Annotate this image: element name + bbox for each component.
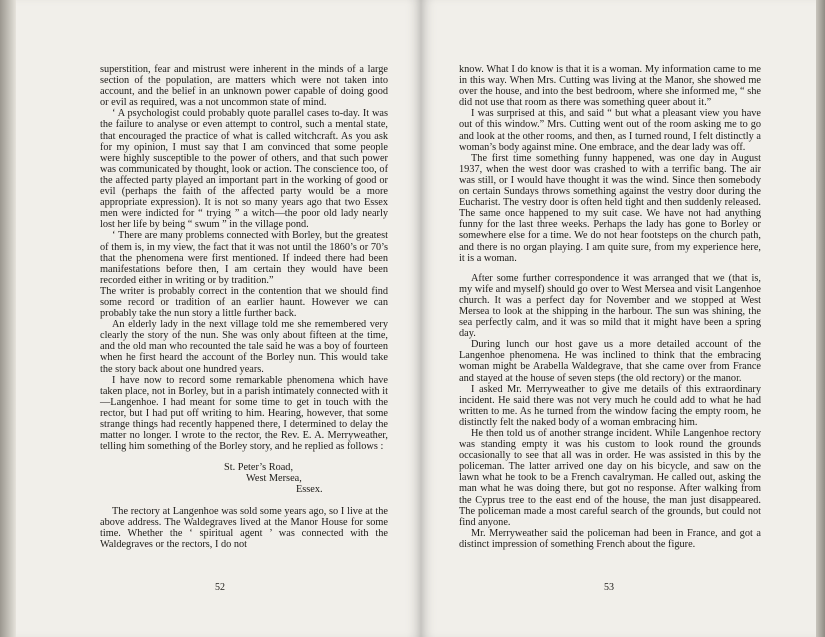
left-page-text	[100, 64, 388, 550]
paragraph: The first time something funny happened, was one day in August 1937, when the west door was crashed to with a terrific bang. The air was still, or I would have thought it was the wind. Since then somebody on certain Sundays throws something against the vestry door during the Eucharist. The vestry door is often held tight and then suddenly released. The same once happened to my suit case. We have not had anything funny for the last three weeks. Perhaps the lady has gone to Borley or somewhere else for a time. We do not hear footsteps on the church path, and there is no organ playing. I am quite sure, from my experience here, it is a woman.	[459, 152, 761, 264]
page-number: 53	[604, 582, 614, 593]
left-page	[16, 0, 421, 637]
book-binding-edge	[0, 0, 16, 637]
page-edge	[816, 0, 825, 637]
address-line: West Mersea,	[246, 473, 302, 485]
address-line: Essex.	[296, 484, 323, 496]
paragraph: superstition, fear and mistrust were inherent in the minds of a large section of the population, are matters which were not taken into account, and the belief in an unknown power capable of doing good or evil as required, was a not uncommon state of mind.	[100, 64, 388, 109]
paragraph: ‘ There are many problems connected with Borley, but the greatest of them is, in my view, the fact that it was not until the 1860’s or 70’s that the phenomena were first mentioned. If indeed there had been manifestations before then, I am certain they would have been recorded either in writing or by tradition.”	[100, 230, 388, 286]
paragraph: An elderly lady in the next village told me she remembered very clearly the story of the nun. She was only about fifteen at the time, and the old man who recounted the tale said he was a boy of fourteen when he first heard the account of the Borley nun. This would take the story back about one hundred years.	[100, 319, 388, 375]
right-page	[421, 0, 816, 637]
paragraph: He then told us of another strange incident. While Langenhoe rectory was standing empty it was his custom to look round the grounds occasionally to see that all was in order. He was assisted in this by the policeman. The latter arrived one day on his bicycle, and saw on the lawn what he took to be a French cavalryman. He called out, asking the man what he was doing there, but got no response. After walking from the Cyprus tree to the east end of the house, the man just disappeared. The policeman made a most careful search of the grounds, but could not find anyone.	[459, 428, 761, 528]
paragraph: I have now to record some remarkable phenomena which have taken place, not in Borley, but in a parish intimately connected with it—Langenhoe. I had meant for some time to get in touch with the rector, but I had put off writing to him. Hearing, however, that some strange things had recently happened there, I determined to delay the matter no longer. I wrote to the rector, the Rev. E. A. Merryweather, telling him something of the Borley story, and he replied as follows :	[100, 374, 388, 453]
paragraph: ‘ A psychologist could probably quote parallel cases to-day. It was the failure to analyse or even attempt to control, such a mental state, that encouraged the practice of what is called witchcraft. As you ask for my opinion, I must say that I am convinced that some people were highly susceptible to the power of others, and that such power was communicated by thought, look or action. The conscience too, of the affected party played an important part in the working of good or evil (perhaps the faith of the affected party would be a more appropriate expression). It is not so many years ago that two Essex men were indicted for “ trying ” a witch—the poor old lady nearly lost her life by being “ swum ” in the village pond.	[100, 108, 388, 231]
paragraph: After some further correspondence it was arranged that we (that is, my wife and myself) should go over to West Mersea and visit Langenhoe church. It was a perfect day for November and we stopped at West Mersea to look at the shipping in the harbour. The sun was shining, the sea perfectly calm, and it was so mild that it might have been a spring day.	[459, 272, 761, 340]
address-line: St. Peter’s Road,	[224, 462, 294, 474]
paragraph: I asked Mr. Merryweather to give me details of this extraordinary incident. He said there was not very much he could add to what he had written to me. As he turned from the window facing the empty room, he distinctly felt the naked body of a woman embracing him.	[459, 383, 761, 428]
paragraph: know. What I do know is that it is a woman. My information came to me in this way. When Mrs. Cutting was living at the Manor, she showed me over the house, and into the best bedroom, where she informed me, “ she did not use that room as there was something queer about it.”	[459, 64, 761, 109]
page-number: 52	[215, 582, 225, 593]
letter-address	[100, 462, 388, 495]
paragraph: The writer is probably correct in the contention that we should find some record or tradition of an earlier haunt. However we can probably take the nun story a little further back.	[100, 285, 388, 320]
paragraph: During lunch our host gave us a more detailed account of the Langenhoe phenomena. He was inclined to think that the embracing woman might be Arabella Waldegrave, that she came over from France and stayed at the house of seven steps (the old rectory) or the manor.	[459, 339, 761, 384]
paragraph: I was surprised at this, and said “ but what a pleasant view you have out of this window.” Mrs. Cutting went out of the room asking me to go and look at the other rooms, and then, as I turned round, I felt distinctly a woman’s body against mine. One embrace, and the dear lady was off.	[459, 108, 761, 153]
paragraph: Mr. Merryweather said the policeman had been in France, and got a distinct impression of something French about the figure.	[459, 527, 761, 550]
right-page-text	[459, 64, 761, 550]
paragraph: The rectory at Langenhoe was sold some years ago, so I live at the above address. The Waldegraves lived at the Manor House for some time. Whether the ‘ spiritual agent ’ was connected with the Waldegraves or the rectors, I do not	[100, 505, 388, 550]
